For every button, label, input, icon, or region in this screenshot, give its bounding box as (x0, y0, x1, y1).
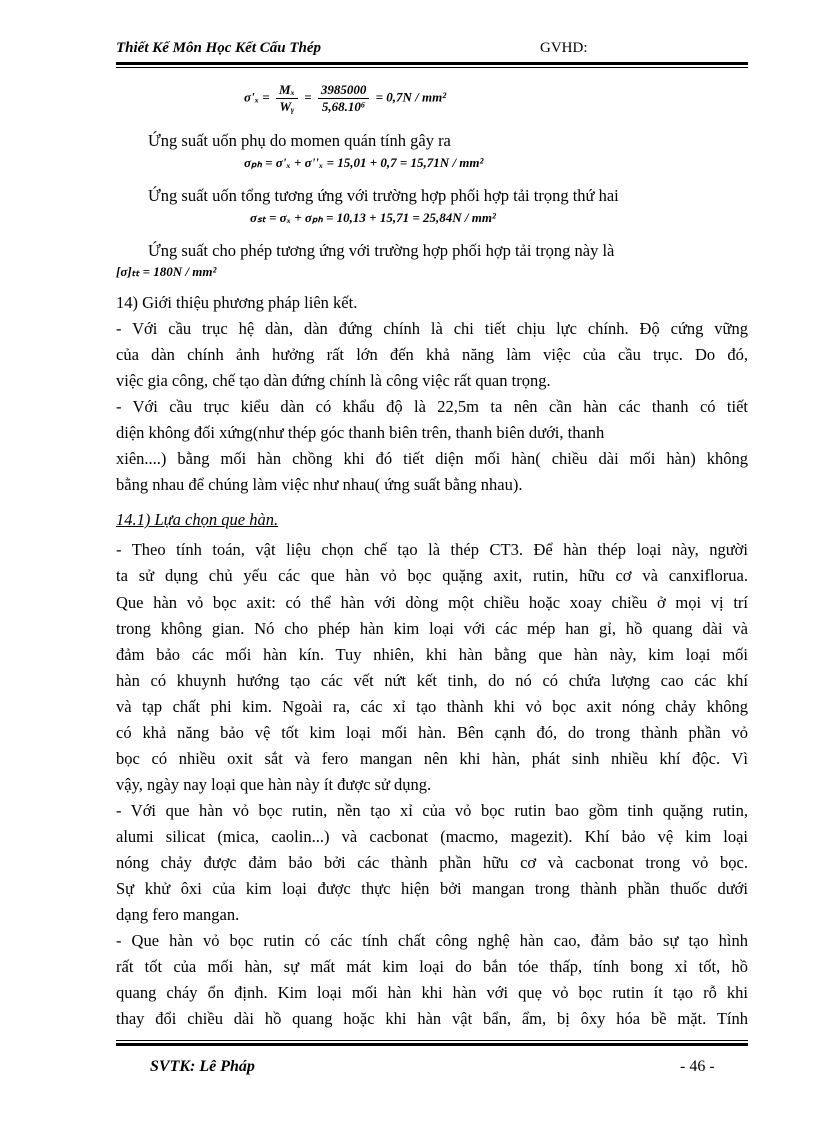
formula-stress-x (244, 82, 446, 115)
subsection-heading: 14.1) Lựa chọn que hàn. (116, 510, 279, 529)
footer-rule-thin (116, 1040, 748, 1041)
paragraph-line: việc gia công, chế tạo dàn đứng chính là công việc rất quan trọng. (116, 371, 551, 390)
page-number: - 46 - (680, 1058, 715, 1075)
fraction-numerator: Mₓ (276, 82, 298, 99)
fraction-denominator: 5,68.10⁶ (321, 99, 366, 114)
paragraph-line: trong không gian. Nó cho phép hàn kim loại với các mép han gỉ, hồ quang dài và (116, 619, 748, 638)
paragraph-line: Ứng suất uốn tổng tương ứng với trường hợp phối hợp tải trọng thứ hai (148, 186, 619, 205)
formula-lhs: σ'ₓ = (244, 89, 270, 105)
paragraph-line: alumi silicat (mica, caolin...) và cacbonat (macmo, magezit). Khí bảo vệ kim loại (116, 827, 748, 846)
paragraph-line: vậy, ngày nay loại que hàn này ít được sử dụng. (116, 775, 432, 794)
fraction-numerator: 3985000 (318, 82, 370, 99)
paragraph-line: thay đổi chiều dài hồ quang hoặc khi hàn vật bẩn, ẩm, bị ôxy hóa bề mặt. Tính (116, 1009, 748, 1028)
header-rule-thick (116, 62, 748, 65)
paragraph-line: ta sử dụng chủ yếu các que hàn vỏ bọc quặng axit, rutin, hữu cơ và canxiflorua. (116, 566, 748, 585)
paragraph-line: của dàn chính ảnh hưởng rất lớn đến khả năng làm việc của cầu trục. Do đó, (116, 345, 748, 364)
paragraph-line: quang cháy ổn định. Kim loại mối hàn khi hàn với quẹ vỏ bọc rutin ít tạo rỗ khi (116, 983, 748, 1002)
page-header (116, 38, 748, 62)
paragraph-line: xiên....) bằng mối hàn chồng khi đó tiết diện mối hàn( chiều dài mối hàn) không (116, 449, 748, 468)
paragraph-line: bằng nhau để chúng làm việc như nhau( ứng suất bằng nhau). (116, 475, 523, 494)
paragraph-line: bọc có nhiều oxit sắt và fero mangan nên khi hàn, phát sinh nhiều khí độc. Vì (116, 749, 748, 768)
formula-allowable-stress: [σ]ₜₜ = 180N / mm² (116, 264, 217, 279)
paragraph-line: và tạp chất phi kim. Ngoài ra, các xỉ tạo thành khi vỏ bọc axit nóng chảy không (116, 697, 748, 716)
paragraph-line: Que hàn vỏ bọc axit: có thể hàn với dòng một chiều hoặc xoay chiều ở mọi vị trí (116, 593, 748, 612)
paragraph-line: đảm bảo các mối hàn kín. Tuy nhiên, khi hàn bằng que hàn này, kim loại mối (116, 645, 748, 664)
paragraph-line: rất tốt của mối hàn, sự mất mát kim loại do bắn tóe thấp, tính bong xỉ tốt, hồ (116, 957, 748, 976)
paragraph-line: diện không đối xứng(như thép góc thanh biên trên, thanh biên dưới, thanh (116, 423, 605, 442)
paragraph-line: - Que hàn vỏ bọc rutin có các tính chất công nghệ hàn cao, đảm bảo sự tạo hình (116, 931, 748, 950)
paragraph-line: - Theo tính toán, vật liệu chọn chế tạo là thép CT3. Để hàn thép loại này, người (116, 540, 748, 559)
paragraph-line: Ứng suất cho phép tương ứng với trường hợp phối hợp tải trọng này là (148, 241, 615, 260)
paragraph-line: dạng fero mangan. (116, 905, 240, 924)
paragraph-line: hàn có khuynh hướng tạo các vết nứt kết tinh, do nó có chứa lượng cao các khí (116, 671, 748, 690)
formula-stress-total: σₛₜ = σₓ + σₚₕ = 10,13 + 15,71 = 25,84N / mm² (250, 210, 496, 225)
section-heading: 14) Giới thiệu phương pháp liên kết. (116, 293, 358, 312)
paragraph-line: có khả năng bảo vệ tốt kim loại mối hàn. Bên cạnh đó, do trong thành phần vỏ (116, 723, 748, 742)
header-rule-thin (116, 67, 748, 68)
fraction-values (318, 82, 370, 115)
paragraph-line: Ứng suất uốn phụ do momen quán tính gây ra (148, 131, 451, 150)
document-title: Thiết Kế Môn Học Kết Cấu Thép (116, 40, 322, 56)
formula-stress-ph: σₚₕ = σ'ₓ + σ''ₓ = 15,01 + 0,7 = 15,71N / mm² (244, 155, 484, 170)
equals-sign: = (304, 89, 312, 105)
paragraph-line: Sự khử ôxi của kim loại được thực hiện bởi mangan trong thành phần thuốc dưới (116, 879, 748, 898)
paragraph-line: nóng chảy được đảm bảo bởi các thành phần hữu cơ và cacbonat trong vỏ bọc. (116, 853, 748, 872)
advisor-label: GVHD: (540, 40, 588, 56)
student-name: SVTK: Lê Pháp (150, 1058, 255, 1075)
paragraph-line: - Với cầu trục kiểu dàn có khẩu độ là 22,5m ta nên cần hàn các thanh có tiết (116, 397, 748, 416)
footer-rule-thick (116, 1043, 748, 1046)
fraction-moment (276, 82, 298, 115)
paragraph-line: - Với cầu trục hệ dàn, dàn đứng chính là chi tiết chịu lực chính. Độ cứng vững (116, 319, 748, 338)
formula-result: = 0,7N / mm² (375, 89, 447, 105)
paragraph-line: - Với que hàn vỏ bọc rutin, nền tạo xỉ của vỏ bọc rutin bao gồm tinh quặng rutin, (116, 801, 748, 820)
fraction-denominator: Wᵧ (279, 99, 295, 114)
